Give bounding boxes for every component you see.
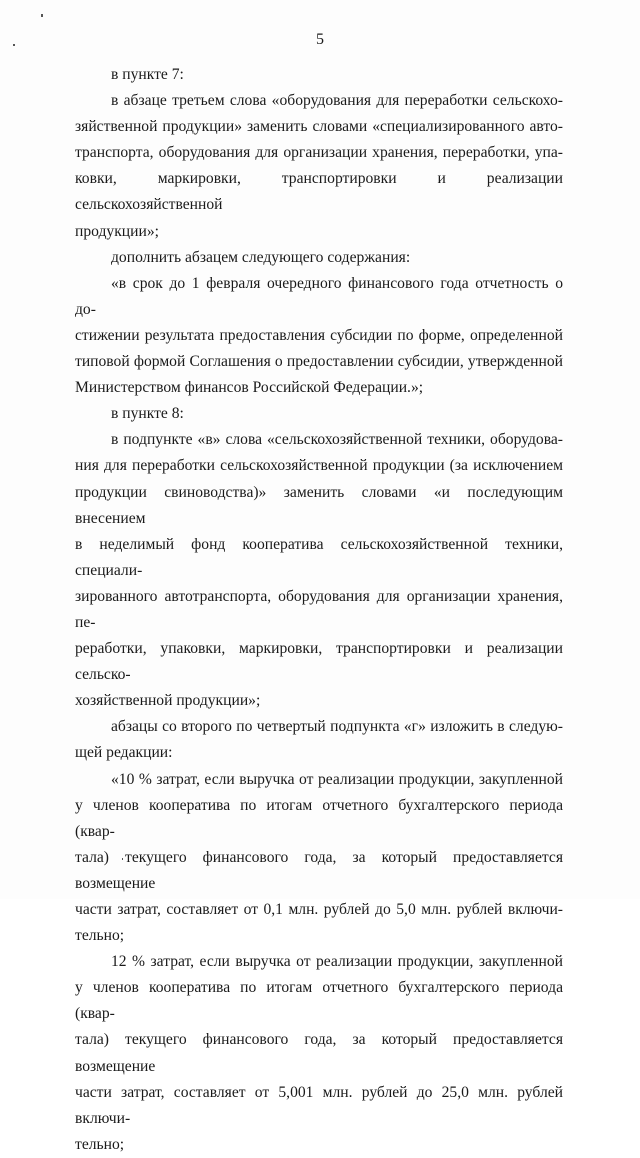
paragraph <box>75 245 563 271</box>
paragraph-line: продукции»; <box>75 222 159 240</box>
paragraph-line: тала) текущего финансового года, за который предоставляется возмещение <box>75 848 563 892</box>
paragraph-line: хозяйственной продукции»; <box>75 692 261 710</box>
paragraph-line: типовой формой Соглашения о предоставлении субсидии, утвержденной <box>75 353 563 371</box>
document-body <box>75 62 563 1158</box>
paragraph-line: реработки, упаковки, маркировки, транспортировки и реализации сельско- <box>75 640 563 684</box>
paragraph-line: абзацы со второго по четвертый подпункта «г» изложить в следую- <box>111 718 563 736</box>
paragraph <box>75 401 563 427</box>
paragraph-line: в пункте 7: <box>111 66 184 83</box>
paragraph <box>75 427 563 714</box>
page-number: 5 <box>316 31 324 48</box>
paragraph-line: транспорта, оборудования для организации хранения, переработки, упа- <box>75 144 563 162</box>
paragraph <box>75 88 563 245</box>
paragraph-line: зяйственной продукции» заменить словами «специализированного авто- <box>75 118 563 136</box>
paragraph-line: тельно; <box>75 1135 125 1153</box>
paragraph <box>75 62 563 88</box>
scan-speck <box>41 14 43 17</box>
paragraph-line: части затрат, составляет от 5,001 млн. рублей до 25,0 млн. рублей включи- <box>75 1083 563 1127</box>
paragraph-line: части затрат, составляет от 0,1 млн. рублей до 5,0 млн. рублей включи- <box>75 901 563 918</box>
paragraph-line: продукции свиноводства)» заменить словами «и последующим внесением <box>75 483 563 527</box>
paragraph <box>75 767 563 950</box>
paragraph-line: зированного автотранспорта, оборудования для организации хранения, пе- <box>75 587 563 631</box>
paragraph-line: дополнить абзацем следующего содержания: <box>111 248 411 266</box>
paragraph-line: ния для переработки сельскохозяйственной продукции (за исключением <box>75 457 563 475</box>
paragraph-line: Министерством финансов Российской Федерации.»; <box>75 379 424 397</box>
paragraph-line: в неделимый фонд кооператива сельскохозяйственной техники, специали- <box>75 535 563 579</box>
paragraph-line: в абзаце третьем слова «оборудования для переработки сельскохо- <box>111 92 563 110</box>
paragraph-line: тельно; <box>75 927 125 945</box>
paragraph-line: щей редакции: <box>75 744 173 762</box>
paragraph-line: «10 % затрат, если выручка от реализации продукции, закупленной <box>111 770 563 788</box>
paragraph-line: в пункте 8: <box>111 405 184 423</box>
paragraph-line: тала) текущего финансового года, за который предоставляется возмещение <box>75 1031 563 1075</box>
paragraph-line: у членов кооператива по итогам отчетного бухгалтерского периода (квар- <box>75 796 563 840</box>
paragraph <box>75 949 563 1158</box>
paragraph <box>75 714 563 766</box>
paragraph-line: у членов кооператива по итогам отчетного бухгалтерского периода (квар- <box>75 979 563 1023</box>
paragraph-line: ковки, маркировки, транспортировки и реализации сельскохозяйственной <box>75 170 563 214</box>
paragraph-line: «в срок до 1 февраля очередного финансового года отчетность о до- <box>75 274 563 318</box>
paragraph-line: стижении результата предоставления субсидии по форме, определенной <box>75 326 563 344</box>
paragraph <box>75 271 563 401</box>
paragraph-line: 12 % затрат, если выручка от реализации продукции, закупленной <box>111 953 563 971</box>
paragraph-line: в подпункте «в» слова «сельскохозяйственной техники, оборудова- <box>111 431 563 449</box>
